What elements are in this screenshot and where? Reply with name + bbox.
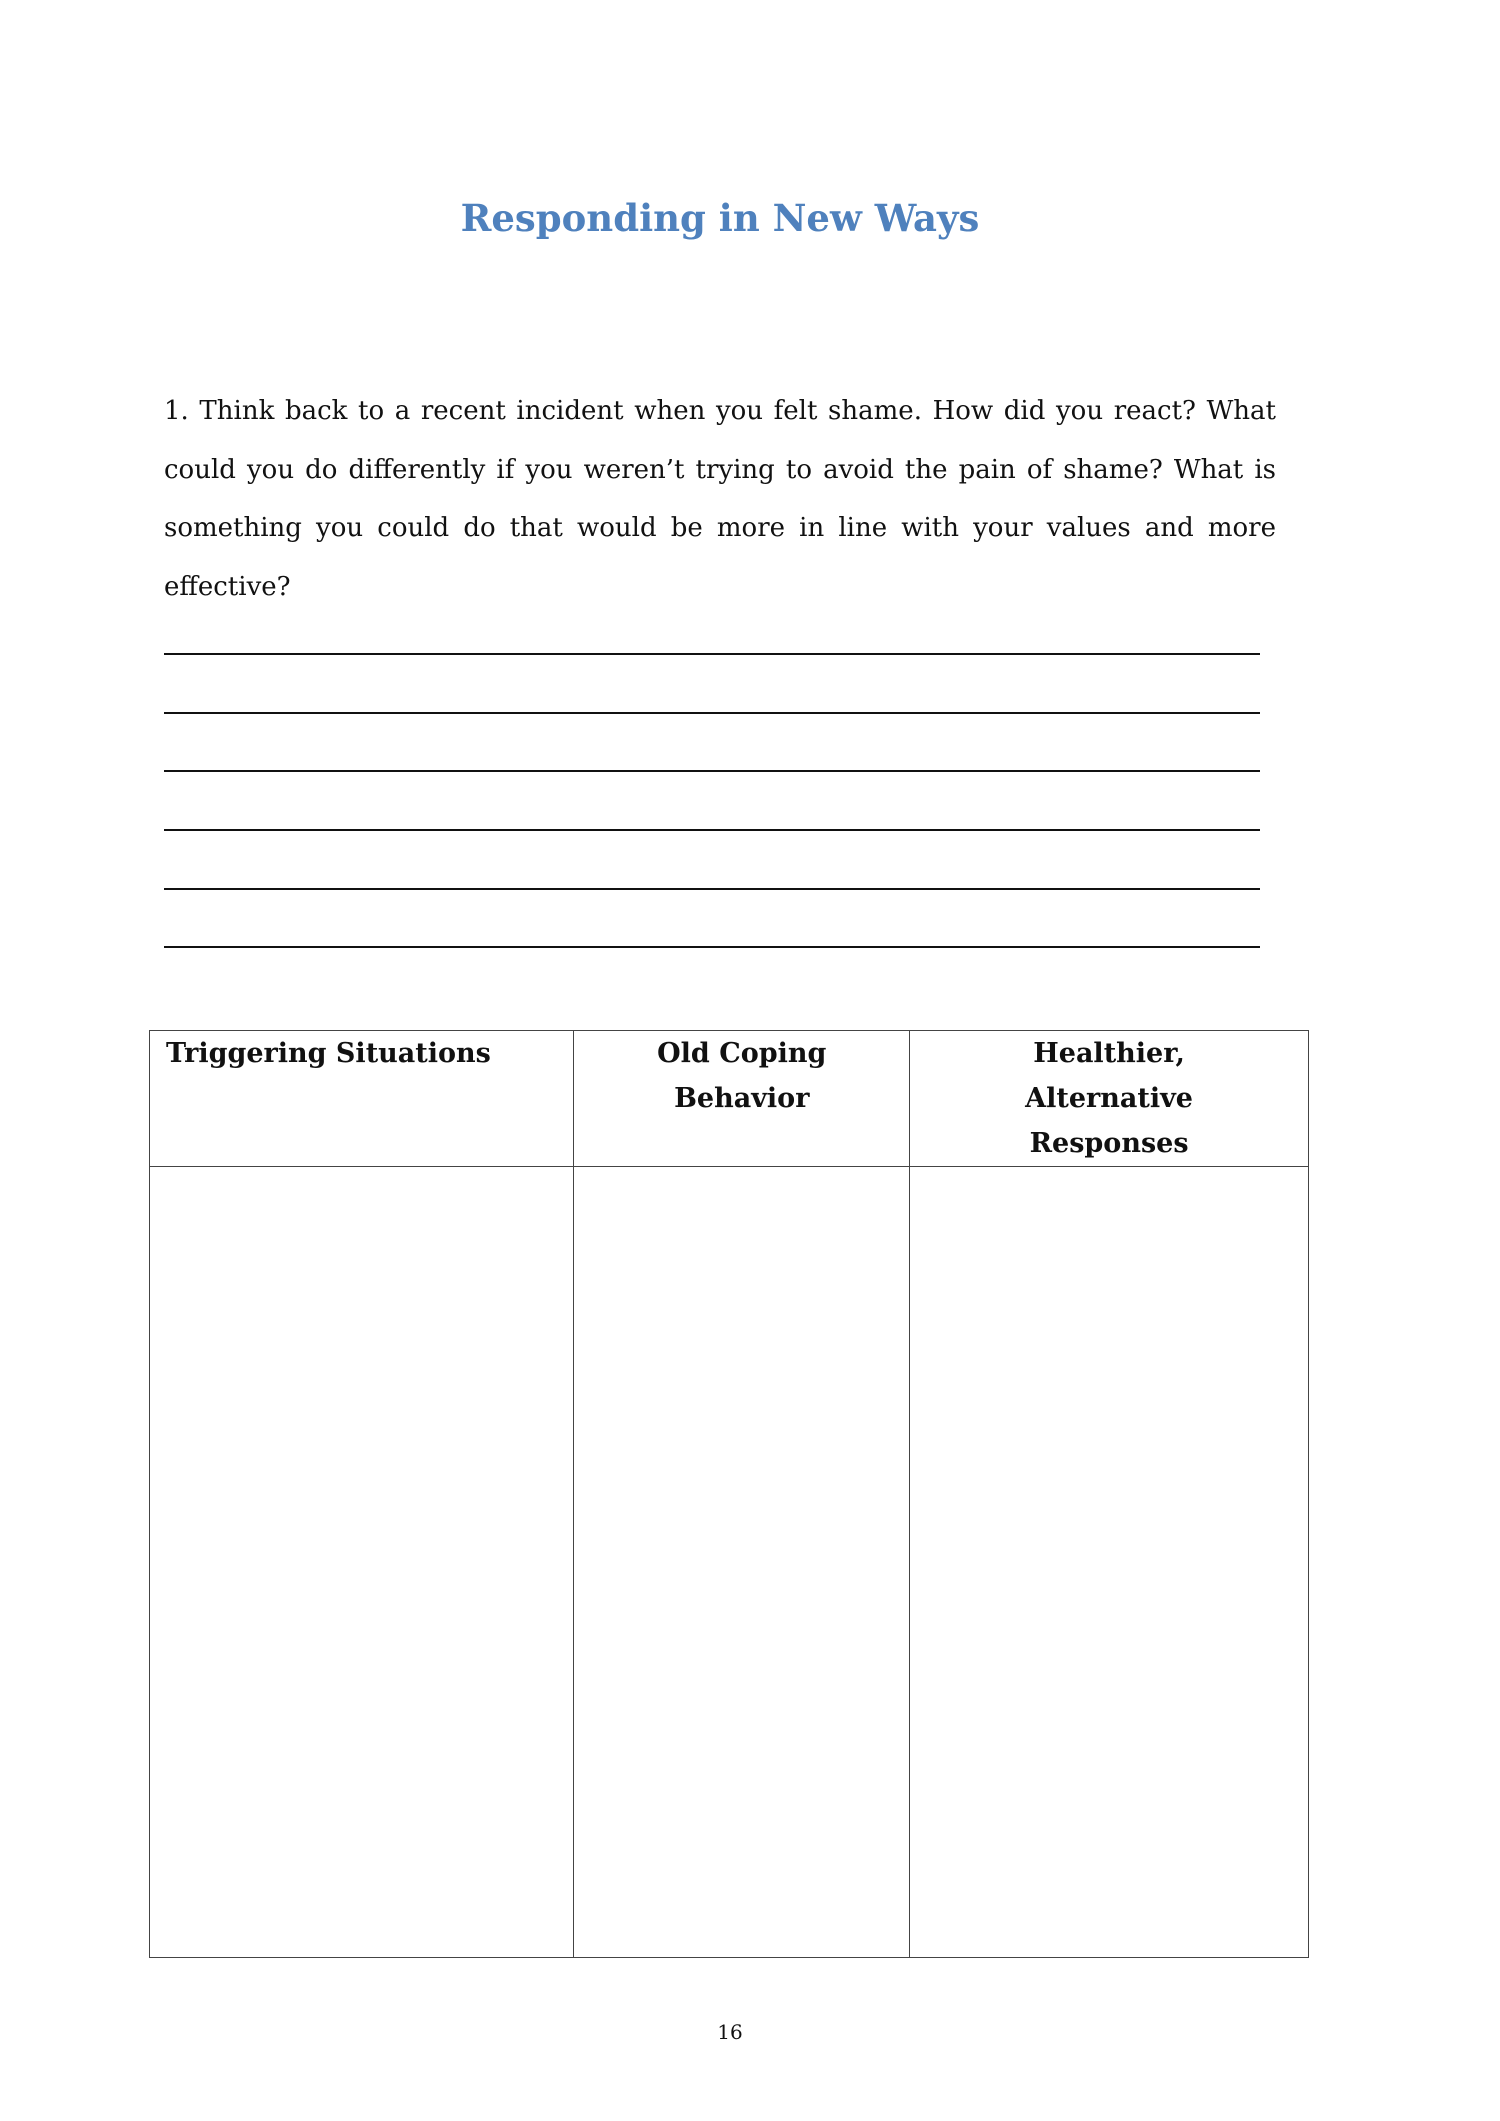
answer-line[interactable] bbox=[164, 888, 1260, 890]
coping-table bbox=[149, 1030, 1309, 1958]
cell-old-coping-behavior[interactable] bbox=[574, 1167, 910, 1958]
table-header-row bbox=[150, 1031, 1309, 1167]
cell-triggering-situations[interactable] bbox=[150, 1167, 574, 1958]
header-alternative-responses: Healthier, Alternative Responses bbox=[910, 1031, 1309, 1167]
cell-alternative-responses[interactable] bbox=[910, 1167, 1309, 1958]
answer-line[interactable] bbox=[164, 712, 1260, 714]
answer-line[interactable] bbox=[164, 653, 1260, 655]
page-title: Responding in New Ways bbox=[460, 196, 980, 240]
question-text: 1. Think back to a recent incident when you felt shame. How did you react? What could you do differently if you weren’t trying to avoid the pain of shame? What is something you could do that would be more in line with your values and more effective? bbox=[164, 396, 1276, 602]
page-number: 16 bbox=[717, 2020, 743, 2044]
answer-line[interactable] bbox=[164, 770, 1260, 772]
answer-line[interactable] bbox=[164, 946, 1260, 948]
header-triggering-situations: Triggering Situations bbox=[150, 1031, 574, 1167]
table-row bbox=[150, 1167, 1309, 1958]
header-old-coping-behavior: Old Coping Behavior bbox=[574, 1031, 910, 1167]
answer-line[interactable] bbox=[164, 829, 1260, 831]
